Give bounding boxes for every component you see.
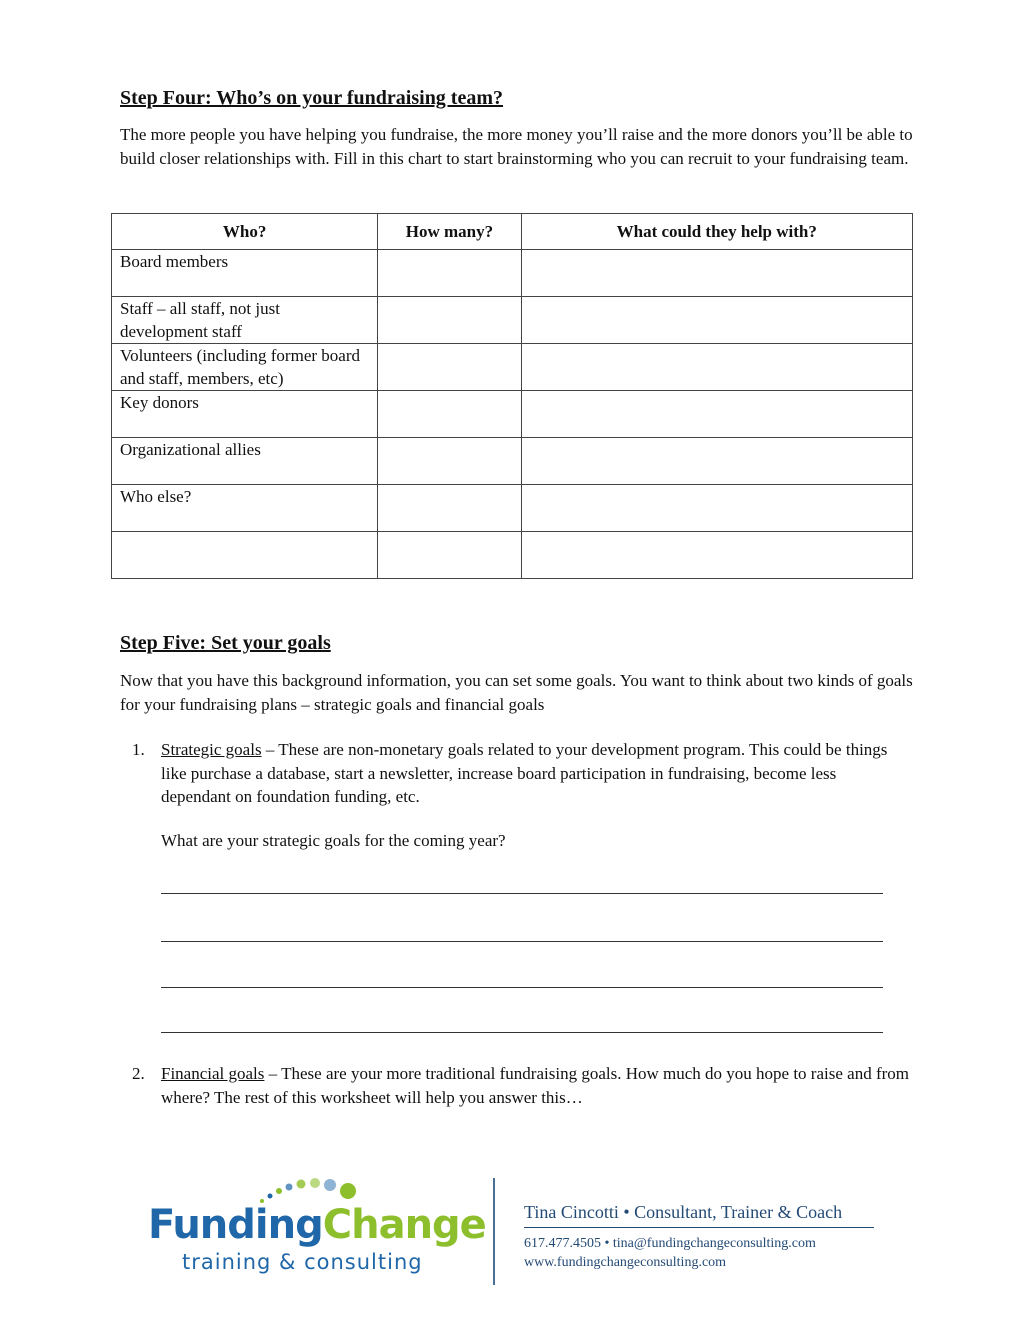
- who-cell: Organizational allies: [112, 438, 378, 485]
- how-many-cell[interactable]: [378, 297, 521, 344]
- logo-word-change: Change: [322, 1202, 486, 1248]
- help-with-cell[interactable]: [521, 250, 913, 297]
- strategic-goals-item: [120, 738, 910, 809]
- help-with-cell[interactable]: [521, 344, 913, 391]
- help-with-cell[interactable]: [521, 485, 913, 532]
- help-with-cell[interactable]: [521, 532, 913, 579]
- logo-tagline: training & consulting: [182, 1250, 423, 1274]
- table-header-row: [112, 214, 913, 250]
- header-how-many: How many?: [378, 214, 521, 250]
- how-many-cell[interactable]: [378, 438, 521, 485]
- table-row: [112, 532, 913, 579]
- how-many-cell[interactable]: [378, 391, 521, 438]
- help-with-cell[interactable]: [521, 391, 913, 438]
- contact-block: [524, 1202, 874, 1272]
- answer-line[interactable]: [161, 893, 883, 894]
- table-row: [112, 297, 913, 344]
- who-cell: Volunteers (including former board and staff, members, etc): [112, 344, 378, 391]
- who-cell-blank[interactable]: [112, 532, 378, 579]
- table-row: [112, 391, 913, 438]
- fundraising-team-table: [111, 213, 913, 579]
- item-text: – These are non-monetary goals related to your development program. This could be things like purchase a database, start a newsletter, increase board participation in fundraising, become less dependant on foundation funding, etc.: [161, 740, 888, 806]
- table-row: [112, 485, 913, 532]
- header-help-with: What could they help with?: [521, 214, 913, 250]
- contact-phone-email: 617.477.4505 • tina@fundingchangeconsulting.com: [524, 1236, 816, 1251]
- strategic-goals-question: What are your strategic goals for the coming year?: [161, 831, 506, 850]
- step-five-heading: Step Five: Set your goals: [120, 632, 331, 654]
- step-four-heading: Step Four: Who’s on your fundraising team?: [120, 87, 504, 109]
- step-five-intro: Now that you have this background information, you can set some goals. You want to think about two kinds of goals for your fundraising plans – strategic goals and financial goals: [120, 671, 913, 714]
- help-with-cell[interactable]: [521, 438, 913, 485]
- contact-rule: [524, 1227, 874, 1228]
- header-who: Who?: [112, 214, 378, 250]
- item-number: 2.: [132, 1064, 145, 1083]
- who-cell: Who else?: [112, 485, 378, 532]
- how-many-cell[interactable]: [378, 532, 521, 579]
- item-number: 1.: [132, 740, 145, 759]
- who-cell: Staff – all staff, not just development staff: [112, 297, 378, 344]
- table-row: [112, 438, 913, 485]
- who-cell: Board members: [112, 250, 378, 297]
- answer-line[interactable]: [161, 987, 883, 988]
- answer-line[interactable]: [161, 941, 883, 942]
- logo-wordmark: [148, 1202, 486, 1248]
- table-row: [112, 250, 913, 297]
- item-body: [161, 738, 910, 809]
- how-many-cell[interactable]: [378, 250, 521, 297]
- logo-word-funding: Funding: [148, 1202, 323, 1248]
- how-many-cell[interactable]: [378, 485, 521, 532]
- financial-goals-item: [120, 1062, 910, 1109]
- item-term: Strategic goals: [161, 740, 262, 759]
- answer-line[interactable]: [161, 1032, 883, 1033]
- item-term: Financial goals: [161, 1064, 265, 1083]
- who-cell: Key donors: [112, 391, 378, 438]
- step-four-intro: The more people you have helping you fundraise, the more money you’ll raise and the more donors you’ll be able to build closer relationships with. Fill in this chart to start brainstorming who you can recruit to your fundraising team.: [120, 125, 913, 168]
- footer-divider: [493, 1178, 495, 1285]
- help-with-cell[interactable]: [521, 297, 913, 344]
- contact-website: www.fundingchangeconsulting.com: [524, 1255, 727, 1270]
- footer-banner: [148, 1172, 873, 1287]
- item-body: [161, 1062, 910, 1109]
- contact-name: Tina Cincotti • Consultant, Trainer & Coach: [524, 1202, 843, 1222]
- item-text: – These are your more traditional fundraising goals. How much do you hope to raise and from where? The rest of this worksheet will help you answer this…: [161, 1064, 909, 1107]
- table-row: [112, 344, 913, 391]
- how-many-cell[interactable]: [378, 344, 521, 391]
